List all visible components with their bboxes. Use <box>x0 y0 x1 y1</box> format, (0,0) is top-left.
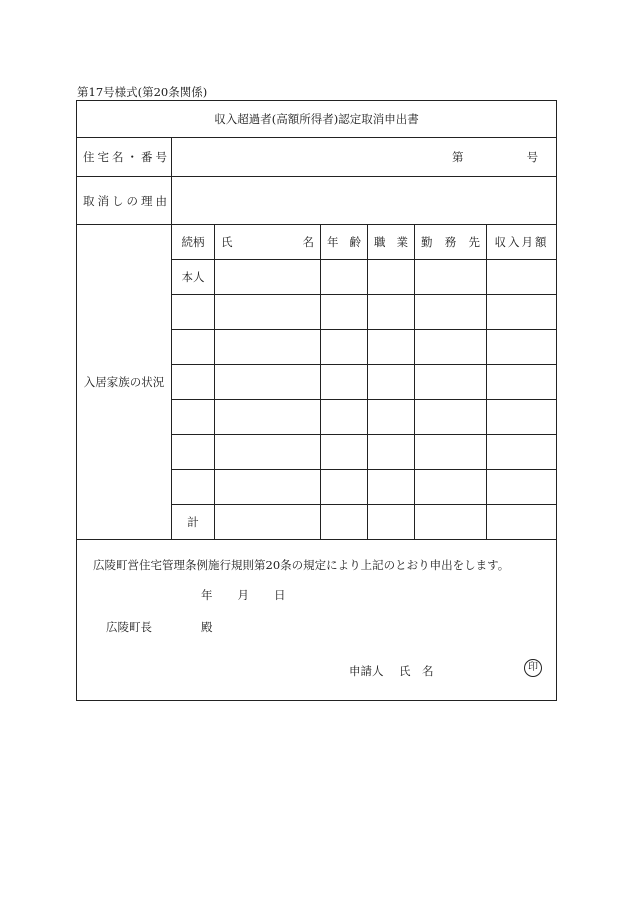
form-title: 収入超過者(高額所得者)認定取消申出書 <box>77 101 557 138</box>
income-cell[interactable] <box>487 435 557 470</box>
relation-cell[interactable] <box>172 295 215 330</box>
age-cell[interactable] <box>321 470 368 505</box>
number-dai: 第 <box>452 150 464 164</box>
address-label: 住宅名・番号 <box>77 138 172 177</box>
workplace-cell[interactable] <box>415 260 487 295</box>
total-age-cell[interactable] <box>321 505 368 540</box>
name-cell[interactable] <box>215 435 321 470</box>
name-cell[interactable] <box>215 470 321 505</box>
header-workplace <box>415 225 487 260</box>
total-name-cell[interactable] <box>215 505 321 540</box>
header-name-left: 氏 <box>221 235 233 249</box>
seal-icon: 印 <box>524 659 542 677</box>
relation-cell[interactable] <box>172 330 215 365</box>
name-cell[interactable] <box>215 330 321 365</box>
total-label: 計 <box>172 505 215 540</box>
workplace-cell[interactable] <box>415 295 487 330</box>
form-number: 第17号様式(第20条関係) <box>77 85 208 99</box>
statement-row <box>77 540 557 701</box>
relation-cell[interactable] <box>172 435 215 470</box>
statement-cell <box>77 540 557 701</box>
income-cell[interactable] <box>487 260 557 295</box>
statement-text: 広陵町営住宅管理条例施行規則第20条の規定により上記のとおり申出をします。 <box>93 558 510 572</box>
total-job-cell[interactable] <box>368 505 415 540</box>
header-age <box>321 225 368 260</box>
income-cell[interactable] <box>487 330 557 365</box>
job-cell[interactable] <box>368 295 415 330</box>
job-cell[interactable] <box>368 260 415 295</box>
applicant-name-label: 氏 名 <box>399 664 434 678</box>
reason-label: 取消しの理由 <box>77 177 172 225</box>
applicant[interactable] <box>349 663 434 679</box>
workplace-cell[interactable] <box>415 400 487 435</box>
date-line[interactable] <box>201 587 286 603</box>
income-cell[interactable] <box>487 295 557 330</box>
workplace-cell[interactable] <box>415 365 487 400</box>
relation-cell[interactable] <box>172 365 215 400</box>
workplace-cell[interactable] <box>415 470 487 505</box>
header-name-right: 名 <box>302 235 314 249</box>
family-header-row <box>77 225 557 260</box>
age-cell[interactable] <box>321 330 368 365</box>
relation-cell[interactable] <box>172 470 215 505</box>
header-job <box>368 225 415 260</box>
addressee-name: 広陵町長 <box>106 620 152 634</box>
addressee <box>106 619 213 635</box>
header-income: 収入月額 <box>487 225 557 260</box>
job-cell[interactable] <box>368 435 415 470</box>
total-workplace-cell[interactable] <box>415 505 487 540</box>
header-job-right: 業 <box>396 235 408 249</box>
title-row <box>77 101 557 138</box>
header-work-a: 勤 <box>421 235 433 249</box>
application-form-table <box>76 100 557 701</box>
income-cell[interactable] <box>487 400 557 435</box>
header-name <box>215 225 321 260</box>
name-cell[interactable] <box>215 365 321 400</box>
header-relation: 続柄 <box>172 225 215 260</box>
relation-cell[interactable] <box>172 400 215 435</box>
header-age-right: 齢 <box>349 235 361 249</box>
header-age-left: 年 <box>327 235 339 249</box>
age-cell[interactable] <box>321 260 368 295</box>
job-cell[interactable] <box>368 365 415 400</box>
header-work-c: 先 <box>468 235 480 249</box>
header-job-left: 職 <box>374 235 386 249</box>
applicant-label: 申請人 <box>349 664 384 678</box>
header-work-b: 務 <box>444 235 457 249</box>
age-cell[interactable] <box>321 365 368 400</box>
addressee-dono: 殿 <box>201 620 213 634</box>
job-cell[interactable] <box>368 400 415 435</box>
reason-row <box>77 177 557 225</box>
age-cell[interactable] <box>321 295 368 330</box>
workplace-cell[interactable] <box>415 435 487 470</box>
date-day: 日 <box>274 588 286 602</box>
date-month: 月 <box>237 588 249 602</box>
job-cell[interactable] <box>368 330 415 365</box>
family-label: 入居家族の状況 <box>77 225 172 540</box>
number-go: 号 <box>526 150 539 164</box>
reason-field[interactable] <box>172 177 557 225</box>
income-cell[interactable] <box>487 365 557 400</box>
age-cell[interactable] <box>321 400 368 435</box>
age-cell[interactable] <box>321 435 368 470</box>
name-cell[interactable] <box>215 295 321 330</box>
address-row <box>77 138 557 177</box>
date-year: 年 <box>201 588 213 602</box>
name-cell[interactable] <box>215 260 321 295</box>
workplace-cell[interactable] <box>415 330 487 365</box>
income-cell[interactable] <box>487 470 557 505</box>
name-cell[interactable] <box>215 400 321 435</box>
relation-cell: 本人 <box>172 260 215 295</box>
job-cell[interactable] <box>368 470 415 505</box>
total-income-cell[interactable] <box>487 505 557 540</box>
address-number-field[interactable] <box>172 138 557 177</box>
